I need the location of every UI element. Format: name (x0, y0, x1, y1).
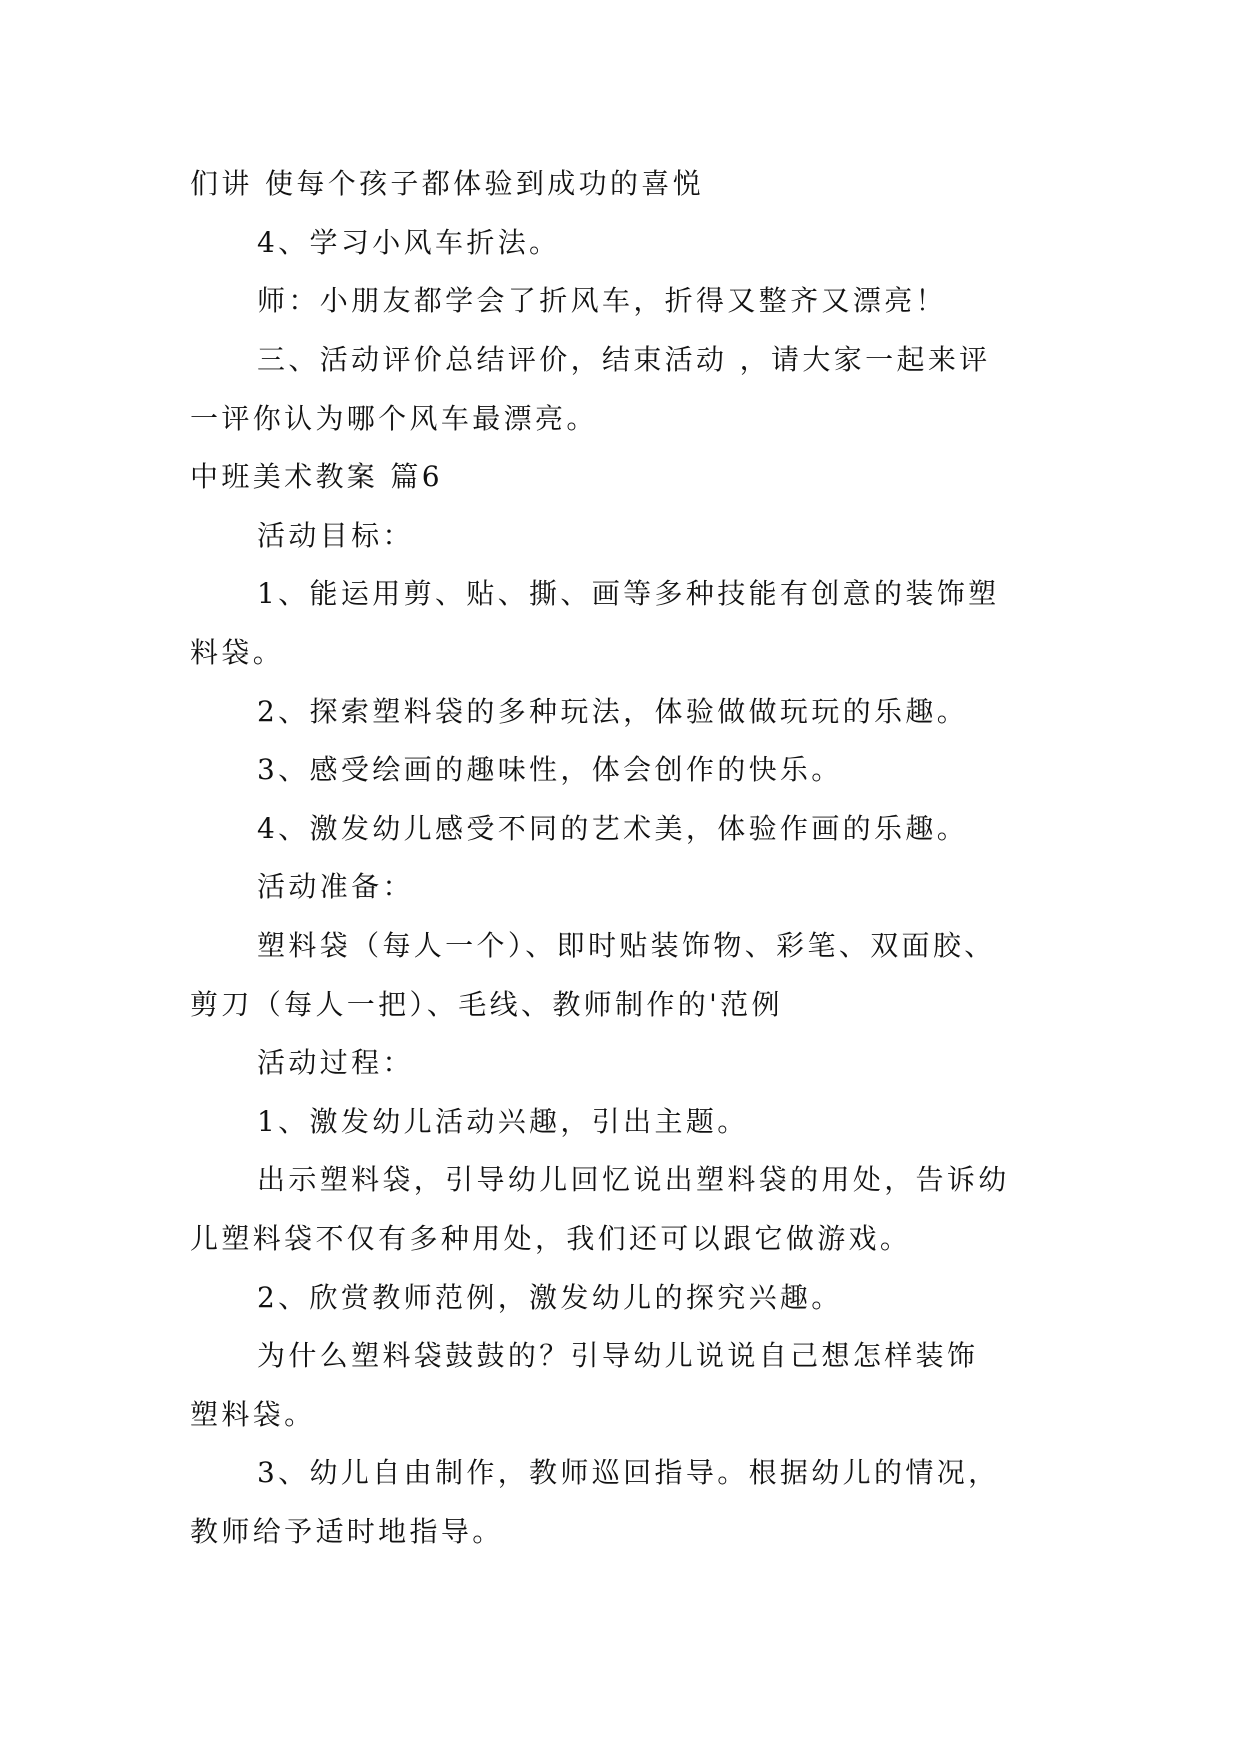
text-line-7: 活动目标： (257, 519, 414, 552)
text-line-15: 剪刀（每人一把）、毛线、教师制作的'范例 (190, 988, 783, 1021)
text-line-8: 1、能运用剪、贴、撕、画等多种技能有创意的装饰塑 (257, 577, 1000, 610)
text-line-12: 4、激发幼儿感受不同的艺术美，体验作画的乐趣。 (257, 812, 969, 845)
text-line-17: 1、激发幼儿活动兴趣，引出主题。 (257, 1105, 749, 1138)
text-line-1: 们讲 使每个孩子都体验到成功的喜悦 (190, 167, 705, 200)
text-line-18: 出示塑料袋，引导幼儿回忆说出塑料袋的用处，告诉幼 (257, 1163, 1010, 1196)
text-line-20: 2、欣赏教师范例，激发幼儿的探究兴趣。 (257, 1281, 843, 1314)
text-line-11: 3、感受绘画的趣味性，体会创作的快乐。 (257, 753, 843, 786)
text-line-4: 三、活动评价总结评价，结束活动 ，请大家一起来评 (257, 343, 991, 376)
text-line-23: 3、幼儿自由制作，教师巡回指导。根据幼儿的情况， (257, 1456, 1000, 1489)
text-line-24: 教师给予适时地指导。 (190, 1515, 504, 1548)
text-line-22: 塑料袋。 (190, 1398, 316, 1431)
text-line-13: 活动准备： (257, 870, 414, 903)
text-line-21: 为什么塑料袋鼓鼓的？引导幼儿说说自己想怎样装饰 (257, 1339, 979, 1372)
text-line-2: 4、学习小风车折法。 (257, 226, 561, 259)
text-line-16: 活动过程： (257, 1046, 414, 1079)
text-line-9: 料袋。 (190, 636, 285, 669)
section-title: 中班美术教案 篇6 (190, 460, 443, 493)
text-line-3: 师：小朋友都学会了折风车，折得又整齐又漂亮！ (257, 284, 947, 317)
text-line-10: 2、探索塑料袋的多种玩法，体验做做玩玩的乐趣。 (257, 695, 969, 728)
text-line-19: 儿塑料袋不仅有多种用处，我们还可以跟它做游戏。 (190, 1222, 912, 1255)
text-line-14: 塑料袋（每人一个）、即时贴装饰物、彩笔、双面胶、 (257, 929, 996, 962)
text-line-5: 一评你认为哪个风车最漂亮。 (190, 402, 598, 435)
